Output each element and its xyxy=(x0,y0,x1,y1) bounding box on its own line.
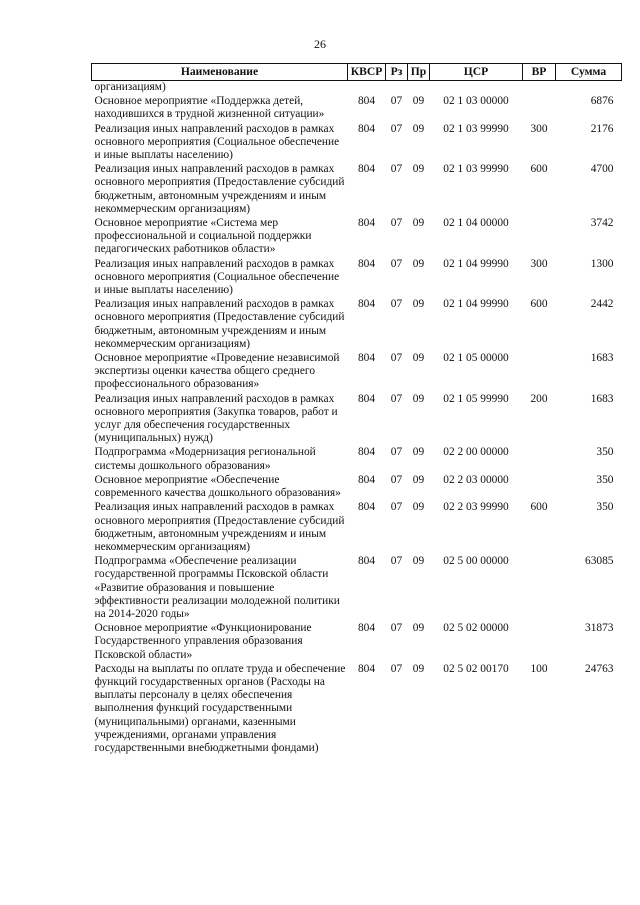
cell-kvsr: 804 xyxy=(357,662,376,675)
cell-csr: 02 1 03 99990 xyxy=(443,163,509,176)
table-row xyxy=(92,500,622,554)
cell-pr: 09 xyxy=(412,217,425,230)
cell-name: Подпрограмма «Обеспечение реализации государственной программы Псковской области «Развитие образования и повышение эффективности реализации молодежной политики на 2014-2020 годы» xyxy=(94,555,340,620)
cell-vr: 600 xyxy=(530,163,548,176)
page-number: 26 xyxy=(314,37,326,51)
cell-sum: 2176 xyxy=(590,122,614,135)
cell-csr: 02 1 04 99990 xyxy=(443,257,509,270)
cell-pr: 09 xyxy=(412,257,425,270)
cell-name: Реализация иных направлений расходов в рамках основного мероприятия (Предоставление субсидий бюджетным, автономным учреждениям и иным некоммерческим организациям) xyxy=(94,163,345,215)
cell-sum: 1300 xyxy=(590,257,614,270)
cell-rz: 07 xyxy=(390,95,403,108)
cell-rz: 07 xyxy=(390,446,403,459)
cell-vr xyxy=(523,216,556,257)
cell-kvsr: 804 xyxy=(357,446,376,459)
cell-name: Основное мероприятие «Обеспечение современного качества дошкольного образования» xyxy=(94,473,341,500)
cell-name: Реализация иных направлений расходов в рамках основного мероприятия (Социальное обеспечение и иные выплаты населению) xyxy=(94,257,340,297)
cell-rz: 07 xyxy=(390,501,403,514)
cell-pr: 09 xyxy=(412,352,425,365)
table-row xyxy=(92,162,622,216)
cell-name: Реализация иных направлений расходов в рамках основного мероприятия (Закупка товаров, работ и услуг для обеспечения государственных (муниципальных) нужд) xyxy=(94,392,338,445)
cell-rz: 07 xyxy=(390,622,403,635)
cell-vr xyxy=(523,351,556,392)
cell-csr: 02 1 04 99990 xyxy=(443,298,509,311)
cell-pr: 09 xyxy=(412,555,425,568)
cell-sum: 3742 xyxy=(590,217,614,230)
cell-kvsr: 804 xyxy=(357,298,376,311)
table-row xyxy=(92,297,622,351)
cell-kvsr: 804 xyxy=(357,95,376,108)
table-row xyxy=(92,662,622,755)
cell-sum: 350 xyxy=(596,473,614,486)
table-header-row xyxy=(92,64,622,81)
table-row xyxy=(92,122,622,163)
table-row xyxy=(92,554,622,621)
cell-pr: 09 xyxy=(412,95,425,108)
cell-rz: 07 xyxy=(390,163,403,176)
cell-rz: 07 xyxy=(390,662,403,675)
cell-vr xyxy=(523,554,556,621)
table-row xyxy=(92,94,622,121)
header-csr: ЦСР xyxy=(430,64,523,81)
continuation-text: организациям) xyxy=(94,81,166,93)
cell-pr: 09 xyxy=(412,163,425,176)
cell-vr xyxy=(523,445,556,472)
continuation-row xyxy=(92,81,622,95)
cell-sum: 1683 xyxy=(590,352,614,365)
cell-name: Основное мероприятие «Система мер профессиональной и социальной поддержки педагогических работников области» xyxy=(94,217,312,256)
cell-sum: 24763 xyxy=(585,662,614,675)
cell-sum: 63085 xyxy=(585,555,614,568)
cell-csr: 02 2 03 00000 xyxy=(443,473,509,486)
table-row xyxy=(92,392,622,446)
cell-vr: 100 xyxy=(530,662,548,675)
table-row xyxy=(92,351,622,392)
cell-vr xyxy=(523,94,556,121)
cell-name: Подпрограмма «Модернизация региональной системы дошкольного образования» xyxy=(94,446,316,472)
cell-kvsr: 804 xyxy=(357,473,376,486)
cell-csr: 02 1 05 00000 xyxy=(443,352,509,365)
cell-kvsr: 804 xyxy=(357,122,376,135)
cell-sum: 4700 xyxy=(590,163,614,176)
cell-rz: 07 xyxy=(390,392,403,405)
header-pr: Пр xyxy=(408,64,430,81)
cell-kvsr: 804 xyxy=(357,622,376,635)
cell-pr: 09 xyxy=(412,662,425,675)
cell-vr: 600 xyxy=(530,501,548,514)
cell-csr: 02 2 03 99990 xyxy=(443,501,509,514)
cell-csr: 02 1 04 00000 xyxy=(443,217,509,230)
cell-vr: 600 xyxy=(530,298,548,311)
cell-kvsr: 804 xyxy=(357,352,376,365)
cell-kvsr: 804 xyxy=(357,501,376,514)
header-rz: Рз xyxy=(386,64,408,81)
cell-csr: 02 1 03 99990 xyxy=(443,122,509,135)
cell-name: Основное мероприятие «Функционирование Государственного управления образования Псковской области» xyxy=(94,622,312,661)
cell-csr: 02 1 03 00000 xyxy=(443,95,509,108)
cell-name: Основное мероприятие «Проведение независимой экспертизы оценки качества общего среднего профессионального образования» xyxy=(94,352,340,391)
cell-name: Реализация иных направлений расходов в рамках основного мероприятия (Предоставление субсидий бюджетным, автономным учреждениям и иным некоммерческим организациям) xyxy=(94,501,345,553)
cell-name: Реализация иных направлений расходов в рамках основного мероприятия (Предоставление субсидий бюджетным, автономным учреждениям и иным некоммерческим организациям) xyxy=(94,298,345,350)
cell-pr: 09 xyxy=(412,122,425,135)
cell-kvsr: 804 xyxy=(357,257,376,270)
cell-rz: 07 xyxy=(390,555,403,568)
cell-rz: 07 xyxy=(390,122,403,135)
cell-csr: 02 5 00 00000 xyxy=(443,555,509,568)
cell-kvsr: 804 xyxy=(357,163,376,176)
cell-sum: 350 xyxy=(596,446,614,459)
cell-rz: 07 xyxy=(390,298,403,311)
cell-vr: 200 xyxy=(530,392,548,405)
cell-csr: 02 2 00 00000 xyxy=(443,446,509,459)
cell-vr: 300 xyxy=(530,257,548,270)
table-row xyxy=(92,473,622,500)
cell-pr: 09 xyxy=(412,446,425,459)
cell-kvsr: 804 xyxy=(357,555,376,568)
cell-sum: 2442 xyxy=(590,298,614,311)
cell-vr: 300 xyxy=(530,122,548,135)
cell-vr xyxy=(523,473,556,500)
cell-rz: 07 xyxy=(390,257,403,270)
table-row xyxy=(92,621,622,662)
cell-sum: 6876 xyxy=(590,95,614,108)
cell-csr: 02 5 02 00000 xyxy=(443,622,509,635)
cell-pr: 09 xyxy=(412,298,425,311)
cell-rz: 07 xyxy=(390,352,403,365)
table-row xyxy=(92,257,622,298)
header-kvsr: КВСР xyxy=(348,64,386,81)
cell-pr: 09 xyxy=(412,473,425,486)
cell-vr xyxy=(523,621,556,662)
cell-name: Реализация иных направлений расходов в рамках основного мероприятия (Социальное обеспечение и иные выплаты населению) xyxy=(94,122,340,162)
cell-csr: 02 5 02 00170 xyxy=(443,662,509,675)
cell-name: Расходы на выплаты по оплате труда и обеспечение функций государственных органов (Расходы на выплаты персоналу в целях обеспечения выполнения функций государственными (муниципальными) органами, казенными учреждениями, органами управления государственными внебюджетными фондами) xyxy=(94,662,346,754)
cell-pr: 09 xyxy=(412,622,425,635)
cell-rz: 07 xyxy=(390,473,403,486)
cell-kvsr: 804 xyxy=(357,392,376,405)
cell-pr: 09 xyxy=(412,501,425,514)
budget-table xyxy=(91,63,622,755)
cell-kvsr: 804 xyxy=(357,217,376,230)
cell-csr: 02 1 05 99990 xyxy=(443,392,509,405)
cell-pr: 09 xyxy=(412,392,425,405)
cell-sum: 1683 xyxy=(590,392,614,405)
table-row xyxy=(92,445,622,472)
cell-rz: 07 xyxy=(390,217,403,230)
table-row xyxy=(92,216,622,257)
cell-sum: 350 xyxy=(596,501,614,514)
header-vr: ВР xyxy=(523,64,556,81)
cell-sum: 31873 xyxy=(585,622,614,635)
header-sum: Сумма xyxy=(556,64,622,81)
cell-name: Основное мероприятие «Поддержка детей, находившихся в трудной жизненной ситуации» xyxy=(94,95,325,121)
header-name: Наименование xyxy=(92,64,348,81)
